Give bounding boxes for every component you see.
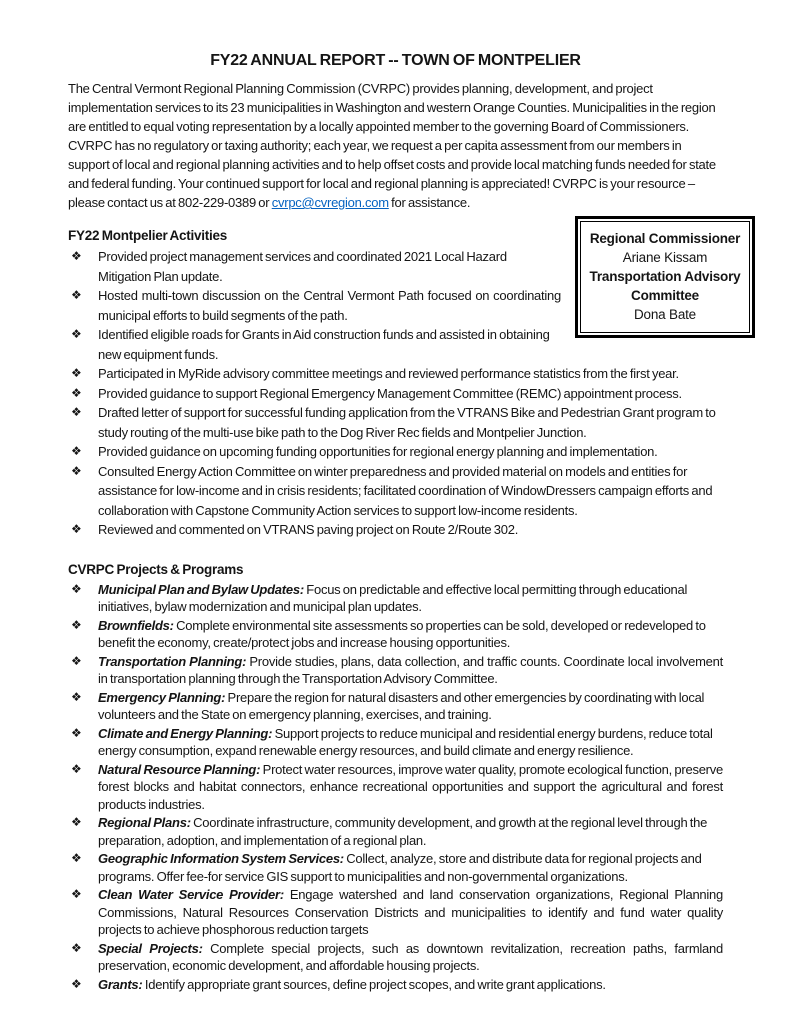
bullet-diamond-icon: ❖ [71,444,82,458]
bullet-diamond-icon: ❖ [71,522,82,536]
commissioner-name: Ariane Kissam [622,250,708,265]
program-lead: Brownfields: [98,617,174,633]
activity-item [68,442,723,462]
program-text: Prepare the region for natural disasters and other emergencies by coordinating with local volunteers and the State on emergency planning, exercises, and training. [98,689,705,722]
bullet-diamond-icon: ❖ [71,366,82,380]
bullet-diamond-icon: ❖ [71,815,82,829]
program-text: Coordinate infrastructure, community development, and growth at the regional level through the preparation, adoption, and implementation of a regional plan. [98,815,708,848]
program-item [68,886,723,939]
program-item [68,761,723,814]
program-item [68,976,723,994]
bullet-diamond-icon: ❖ [71,761,82,776]
intro-text-after-link: for assistance. [388,195,471,210]
program-item [68,940,723,975]
activity-text: Participated in MyRide advisory committee meetings and reviewed performance statistics from the first year. [98,366,679,381]
program-text: Support projects to reduce municipal and residential energy burdens, reduce total energy consumption, expand renewable energy resources, and build climate and energy resilience. [98,725,713,758]
activity-item [68,364,723,384]
program-lead: Transportation Planning: [98,653,247,669]
section-heading-programs: CVRPC Projects & Programs [68,561,244,577]
program-lead: Natural Resource Planning: [98,761,261,777]
program-text: Focus on predictable and effective local permitting through educational initiatives, bylaw modernization and municipal plan updates. [98,581,688,614]
program-item [68,617,723,652]
bullet-diamond-icon: ❖ [71,653,82,668]
activity-text: Identified eligible roads for Grants in Aid construction funds and assisted in obtaining new equipment funds. [98,327,550,362]
activity-text: Provided guidance to support Regional Emergency Management Committee (REMC) appointment process. [98,385,682,401]
activity-item [68,403,723,442]
activity-text: Provided guidance on upcoming funding opportunities for regional energy planning and implementation. [98,444,658,459]
bullet-diamond-icon: ❖ [71,725,82,740]
program-item [68,689,723,724]
bullet-diamond-icon: ❖ [71,617,82,632]
program-lead: Climate and Energy Planning: [98,725,273,741]
committee-role: Transportation Advisory Committee [589,269,741,303]
activities-list [68,247,723,540]
program-item [68,850,723,885]
bullet-diamond-icon: ❖ [71,851,82,865]
activity-item [68,462,723,521]
bullet-diamond-icon: ❖ [71,249,82,263]
page-title: FY22 ANNUAL REPORT -- TOWN OF MONTPELIER [210,52,581,69]
activity-item [68,384,723,404]
activity-item [68,286,723,325]
activity-item [68,325,723,364]
program-text: Collect, analyze, store and distribute data for regional projects and programs. Offer fee-for service GIS support to municipalities and non-governmental organizations. [98,851,702,884]
bullet-diamond-icon: ❖ [71,887,82,901]
intro-text-before-link: The Central Vermont Regional Planning Commission (CVRPC) provides planning, development, and project implementation services to its 23 municipalities in Washington and western Orange Counties. Municipalities in the region are entitled to equal voting representation by a locally appointed member to the governing Board of Commissioners. CVRPC has no regulatory or taxing authority; each year, we request a per capita assessment from our members in support of local and regional planning activities and to help offset costs and provide local matching funds needed for state and federal funding. Your continued support for local and regional planning is appreciated! CVRPC is your resource – please contact us at 802-229-0389 or [68,81,716,210]
section-heading-activities: FY22 Montpelier Activities [68,228,228,243]
intro-paragraph [68,79,723,212]
activity-text: Consulted Energy Action Committee on winter preparedness and provided material on models and entities for assistance for low-income and in crisis residents; facilitated coordination of WindowDressers campaign efforts and collaboration with Capstone Community Action services to support low-income residents. [98,463,713,518]
program-text: Provide studies, plans, data collection, and traffic counts. Coordinate local involvement in transportation planning through the Transportation Advisory Committee. [98,653,723,686]
program-text: Protect water resources, improve water quality, promote ecological function, preserve forest blocks and habitat connectors, enhance recreational opportunities and support the agricultural and forest products industries. [98,761,723,812]
program-lead: Special Projects: [98,940,203,956]
program-lead: Clean Water Service Provider: [98,887,284,902]
bullet-diamond-icon: ❖ [71,327,82,341]
commissioner-role: Regional Commissioner [589,231,741,246]
bullet-diamond-icon: ❖ [71,385,82,400]
activity-text: Drafted letter of support for successful funding application from the VTRANS Bike and Pedestrian Grant program to study routing of the multi-use bike path to the Dog River Rec fields and Montpelier Junction. [98,405,716,440]
bullet-diamond-icon: ❖ [71,463,82,478]
program-lead: Municipal Plan and Bylaw Updates: [98,581,304,597]
bullet-diamond-icon: ❖ [71,976,82,991]
program-item [68,581,723,616]
program-lead: Emergency Planning: [98,689,226,705]
program-lead: Geographic Information System Services: [98,851,344,866]
program-item [68,725,723,760]
committee-member-name: Dona Bate [634,307,696,322]
email-link[interactable]: cvrpc@cvregion.com [271,195,389,210]
program-text: Engage watershed and land conservation organizations, Regional Planning Commissions, Natural Resources Conservation Districts and municipalities to identify and fund water quality projects to achieve phosphorous reduction targets [98,887,723,937]
activity-text: Reviewed and commented on VTRANS paving project on Route 2/Route 302. [98,522,519,537]
program-text: Complete environmental site assessments so properties can be sold, developed or redeveloped to benefit the economy, create/protect jobs and increase housing opportunities. [98,617,706,650]
programs-list [68,581,723,994]
bullet-diamond-icon: ❖ [71,581,82,596]
bullet-diamond-icon: ❖ [71,288,82,302]
program-item [68,653,723,688]
activity-text: Hosted multi-town discussion on the Central Vermont Path focused on coordinating municipal efforts to build segments of the path. [98,288,561,323]
activity-item [68,247,723,286]
program-lead: Regional Plans: [98,815,191,830]
program-text: Identify appropriate grant sources, define project scopes, and write grant applications. [144,976,606,992]
activity-item [68,520,723,540]
bullet-diamond-icon: ❖ [71,405,82,419]
activity-text: Provided project management services and coordinated 2021 Local Hazard Mitigation Plan update. [98,249,507,284]
bullet-diamond-icon: ❖ [71,689,82,704]
bullet-diamond-icon: ❖ [71,940,82,955]
program-lead: Grants: [98,976,143,992]
program-item [68,814,723,849]
activities-section [68,228,741,540]
programs-section [68,562,723,994]
program-text: Complete special projects, such as downtown revitalization, recreation paths, farmland preservation, economic development, and affordable housing projects. [98,940,723,973]
